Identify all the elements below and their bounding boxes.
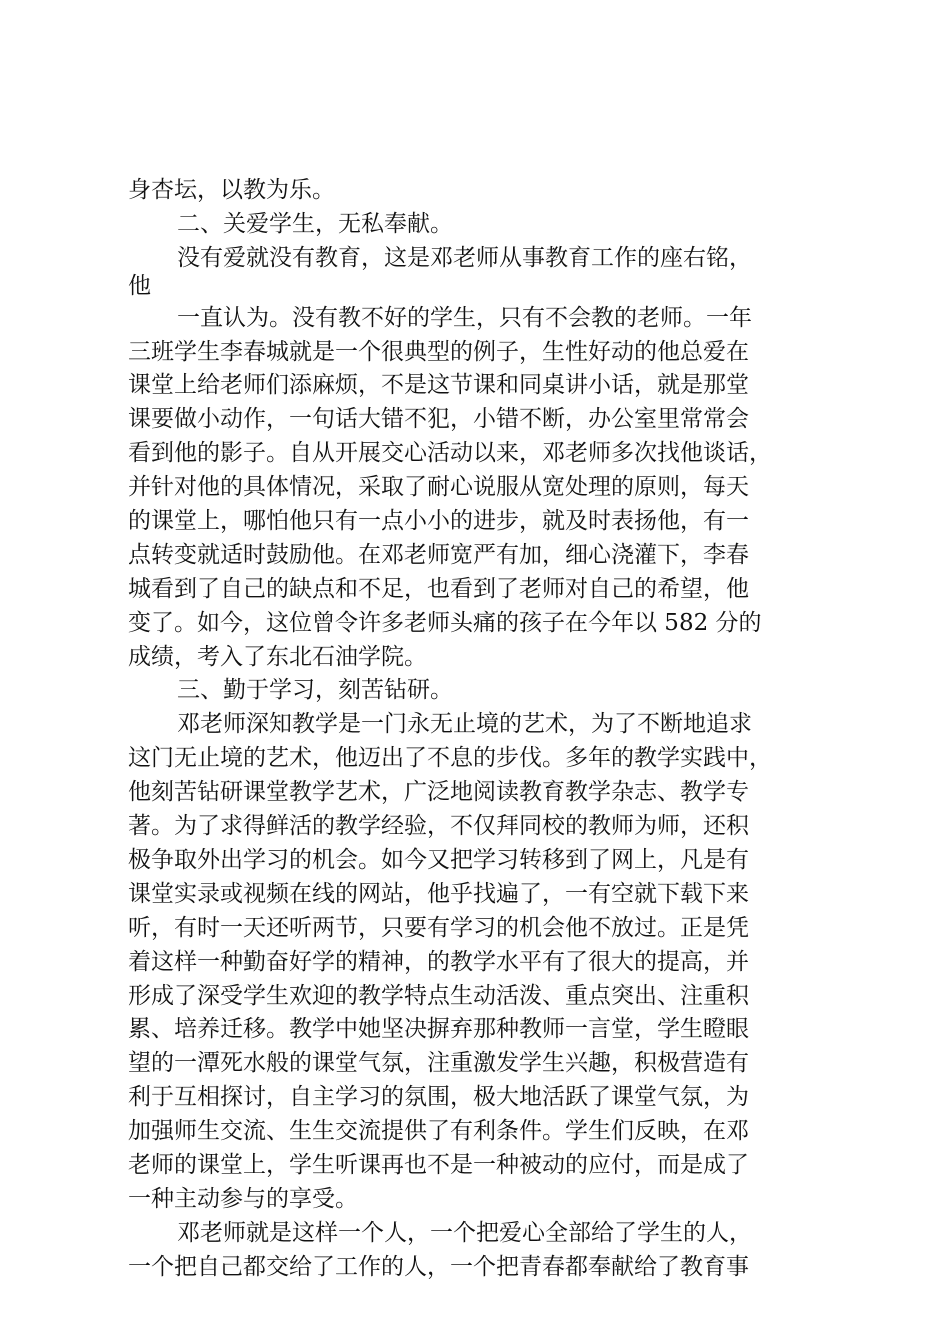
- text-line: 望的一潭死水般的课堂气氛，注重激发学生兴趣，积极营造有: [128, 1050, 749, 1076]
- text-line: 看到他的影子。自从开展交心活动以来，邓老师多次找他谈话，: [128, 440, 772, 466]
- text-line: 课堂实录或视频在线的网站，他乎找遍了，一有空就下载下来: [128, 881, 749, 907]
- text-line: 邓老师就是这样一个人，一个把爱心全部给了学生的人，: [177, 1220, 752, 1246]
- text-line: 着这样一种勤奋好学的精神，的教学水平有了很大的提高，并: [128, 949, 749, 975]
- text-line: 变了。如今，这位曾令许多老师头痛的孩子在今年以 582 分的: [128, 610, 762, 636]
- text-line: 著。为了求得鲜活的教学经验，不仅拜同校的教师为师，还积: [128, 813, 749, 839]
- text-line: 利于互相探讨，自主学习的氛围，极大地活跃了课堂气氛，为: [128, 1084, 749, 1110]
- text-line: 加强师生交流、生生交流提供了有利条件。学生们反映，在邓: [128, 1118, 749, 1144]
- text-line: 点转变就适时鼓励他。在邓老师宽严有加，细心浇灌下，李春: [128, 542, 749, 568]
- text-line: 没有爱就没有教育，这是邓老师从事教育工作的座右铭，: [177, 245, 752, 271]
- text-line: 老师的课堂上，学生听课再也不是一种被动的应付，而是成了: [128, 1152, 749, 1178]
- text-line: 累、培养迁移。教学中她坚决摒弃那种教师一言堂，学生瞪眼: [128, 1016, 749, 1042]
- text-line: 并针对他的具体情况，采取了耐心说服从宽处理的原则，每天: [128, 474, 749, 500]
- section-heading: 三、勤于学习，刻苦钻研。: [177, 677, 453, 703]
- text-line: 这门无止境的艺术，他迈出了不息的步伐。多年的教学实践中，: [128, 745, 772, 771]
- text-line: 课要做小动作，一句话大错不犯，小错不断，办公室里常常会: [128, 406, 749, 432]
- text-line: 身杏坛，以教为乐。: [128, 177, 335, 203]
- text-line: 一直认为。没有教不好的学生，只有不会教的老师。一年: [177, 305, 752, 331]
- text-line: 的课堂上，哪怕他只有一点小小的进步，就及时表扬他，有一: [128, 508, 749, 534]
- text-line: 城看到了自己的缺点和不足，也看到了老师对自己的希望，他: [128, 576, 749, 602]
- text-line: 课堂上给老师们添麻烦，不是这节课和同桌讲小话，就是那堂: [128, 372, 749, 398]
- text-line: 他刻苦钻研课堂教学艺术，广泛地阅读教育教学杂志、教学专: [128, 779, 749, 805]
- text-line: 成绩，考入了东北石油学院。: [128, 644, 427, 670]
- text-line: 一个把自己都交给了工作的人，一个把青春都奉献给了教育事: [128, 1254, 749, 1280]
- text-line: 三班学生李春城就是一个很典型的例子，生性好动的他总爱在: [128, 339, 749, 365]
- text-line: 极争取外出学习的机会。如今又把学习转移到了网上，凡是有: [128, 847, 749, 873]
- text-line: 邓老师深知教学是一门永无止境的艺术，为了不断地追求: [177, 711, 752, 737]
- text-line: 形成了深受学生欢迎的教学特点生动活泼、重点突出、注重积: [128, 983, 749, 1009]
- section-heading: 二、关爱学生，无私奉献。: [177, 211, 453, 237]
- text-line: 一种主动参与的享受。: [128, 1186, 358, 1212]
- text-line: 他: [128, 273, 151, 299]
- text-line: 听，有时一天还听两节，只要有学习的机会他不放过。正是凭: [128, 915, 749, 941]
